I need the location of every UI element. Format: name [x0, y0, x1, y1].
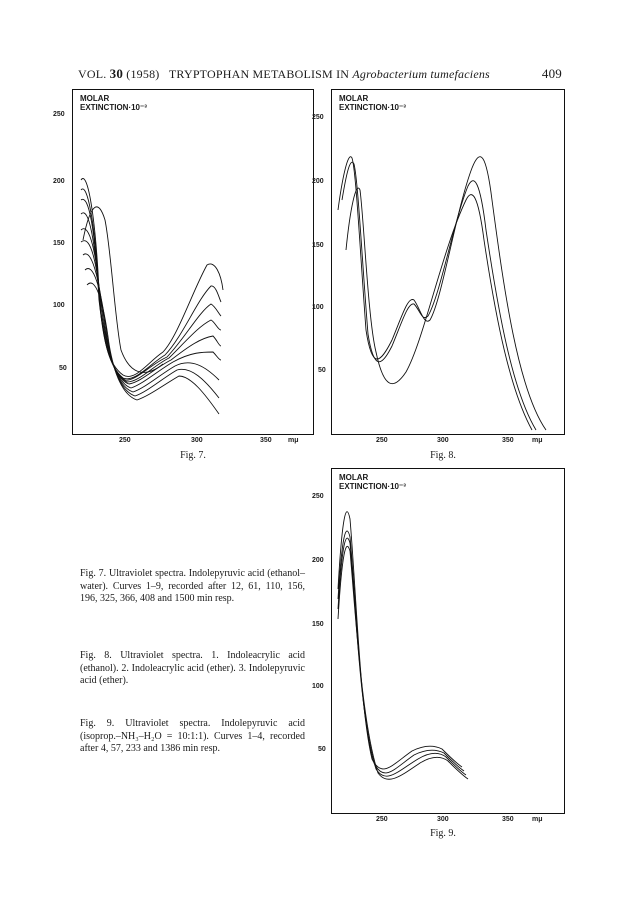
fig8-xtick-300: 300 — [437, 437, 449, 444]
fig9-ytick-250: 250 — [312, 493, 324, 500]
fig8-xtick-250: 250 — [376, 437, 388, 444]
fig8-spectra-curves — [332, 90, 564, 434]
running-header — [78, 66, 490, 82]
fig9-xunit: mμ — [532, 816, 543, 823]
fig7-xtick-300: 300 — [191, 437, 203, 444]
fig8-panel — [312, 89, 565, 444]
fig7-spectra-curves — [73, 90, 313, 434]
fig7-xtick-350: 350 — [260, 437, 272, 444]
fig7-ylabel-line1: MOLAR — [80, 94, 110, 103]
fig7-ytick-200: 200 — [53, 178, 65, 185]
fig9-ytick-100: 100 — [312, 683, 324, 690]
fig7-ytick-150: 150 — [53, 240, 65, 247]
fig8-ytick-50: 50 — [318, 367, 326, 374]
fig9-spectra-curves — [332, 469, 564, 813]
header-year: (1958) — [126, 67, 160, 81]
fig9-ylabel-line2: EXTINCTION·10⁻³ — [339, 482, 406, 491]
fig7-ytick-50: 50 — [59, 365, 67, 372]
fig9-xtick-350: 350 — [502, 816, 514, 823]
header-title: TRYPTOPHAN METABOLISM IN — [168, 67, 350, 81]
fig8-ylabel-line2: EXTINCTION·10⁻³ — [339, 103, 406, 112]
fig7-label: Fig. 7. — [180, 450, 206, 461]
header-vol-number: 30 — [109, 66, 124, 81]
fig8-xunit: mμ — [532, 437, 543, 444]
fig9-ylabel-line1: MOLAR — [339, 473, 369, 482]
header-organism: Agrobacterium tumefaciens — [352, 67, 490, 81]
fig9-ytick-200: 200 — [312, 557, 324, 564]
fig8-label: Fig. 8. — [430, 450, 456, 461]
fig8-ytick-100: 100 — [312, 304, 324, 311]
fig8-ytick-250: 250 — [312, 114, 324, 121]
fig8-caption: Fig. 8. Ultraviolet spectra. 1. Indoleacrylic acid (ethanol). 2. Indoleacrylic acid (ether). 3. Indolepyruvic acid (ether). — [80, 650, 305, 686]
fig7-panel — [53, 89, 314, 444]
fig8-ytick-150: 150 — [312, 242, 324, 249]
fig8-ylabel-line1: MOLAR — [339, 94, 369, 103]
fig9-panel — [312, 468, 565, 823]
fig7-xunit: mμ — [288, 437, 299, 444]
fig7-ytick-250: 250 — [53, 111, 65, 118]
fig9-xtick-250: 250 — [376, 816, 388, 823]
fig7-ylabel-line2: EXTINCTION·10⁻³ — [80, 103, 147, 112]
fig7-xtick-250: 250 — [119, 437, 131, 444]
fig7-caption: Fig. 7. Ultraviolet spectra. Indolepyruvic acid (ethanol–water). Curves 1–9, recorded after 12, 61, 110, 156, 196, 325, 366, 408 and 1500 min resp. — [80, 568, 305, 604]
fig9-ytick-50: 50 — [318, 746, 326, 753]
fig8-xtick-350: 350 — [502, 437, 514, 444]
header-vol: VOL. — [78, 67, 107, 81]
page-number: 409 — [541, 66, 562, 81]
fig7-ytick-100: 100 — [53, 302, 65, 309]
fig9-caption: Fig. 9. Ultraviolet spectra. Indolepyruvic acid (isoprop.–NH₃–H₂O = 10:1:1). Curves 1–4, recorded after 4, 57, 233 and 1386 min resp. — [80, 718, 305, 754]
fig9-ytick-150: 150 — [312, 621, 324, 628]
fig9-xtick-300: 300 — [437, 816, 449, 823]
fig8-ytick-200: 200 — [312, 178, 324, 185]
fig9-label: Fig. 9. — [430, 828, 456, 839]
